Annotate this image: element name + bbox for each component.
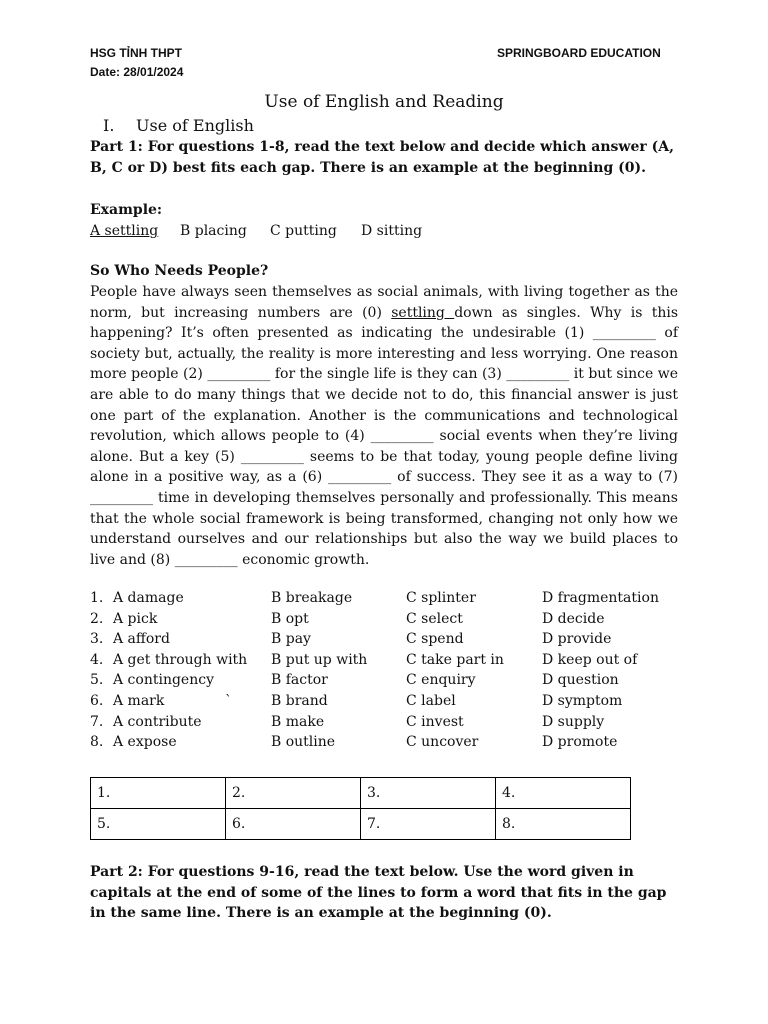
page-title: Use of English and Reading (264, 92, 504, 112)
passage-segment: for the single life is they can (3) (270, 366, 507, 383)
answer-table (90, 777, 631, 840)
option-a: A get through with (113, 651, 248, 668)
option-b: B outline (271, 734, 336, 751)
option-b: B put up with (271, 651, 368, 668)
passage-title: So Who Needs People? (90, 263, 269, 279)
passage-segment: social events when they’re living alone. But a key (5) (90, 428, 679, 465)
answer-cell[interactable]: 3. (361, 778, 496, 809)
passage-text (90, 282, 678, 570)
gap-5: _________ (240, 448, 304, 465)
option-b: B pay (271, 631, 311, 648)
example-option-c: C putting (270, 223, 337, 239)
section-label: Use of English (136, 116, 254, 135)
header-organization: SPRINGBOARD EDUCATION (497, 46, 661, 60)
example-options (90, 221, 678, 242)
gap-4: _________ (370, 428, 434, 445)
option-a: A contingency (113, 672, 214, 689)
option-a: A pick (113, 610, 158, 627)
gap-6: _________ (328, 469, 392, 486)
option-a: A afford (113, 631, 170, 648)
answer-cell[interactable]: 8. (496, 809, 631, 840)
question-number: 6. (90, 692, 104, 709)
option-c: C enquiry (406, 672, 476, 689)
question-number: 5. (90, 672, 104, 689)
option-a: A expose (113, 734, 177, 751)
gap-8: _________ (174, 551, 238, 568)
question-number: 2. (90, 610, 104, 627)
option-d: D keep out of (542, 651, 638, 668)
passage-segment: time in developing themselves personally and professionally. This means that the whole social framework is being transformed, changing not only how we understand ourselves and our relationships but also the way we build places to live and (8) (90, 489, 678, 568)
option-c: C splinter (406, 590, 476, 606)
part1-instructions: Part 1: For questions 1-8, read the text below and decide which answer (A, B, C or D) best fits each gap. There is an example at the beginning (0). (90, 139, 674, 176)
option-c: C take part in (406, 651, 504, 668)
example-option-b: B placing (180, 223, 247, 239)
table-row (91, 778, 631, 809)
option-c: C invest (406, 713, 464, 730)
gap-3: _________ (506, 366, 570, 383)
gap-7: _________ (90, 489, 153, 506)
option-d: D decide (542, 610, 605, 627)
passage-segment: seems to be that today, young people define living alone in a positive way, as a (6) (90, 448, 678, 486)
part2-instructions: Part 2: For questions 9-16, read the text below. Use the word given in capitals at the end of some of the lines to form a word that fits in the gap in the same line. There is an example at the beginning (0). (90, 864, 667, 922)
option-b: B opt (271, 610, 309, 627)
section-number: I. (103, 116, 115, 135)
answer-cell[interactable]: 4. (496, 778, 631, 809)
answer-cell[interactable]: 7. (361, 809, 496, 840)
passage-segment: of success. They see it as a way to (7) (391, 469, 678, 486)
passage-segment: People have always seen themselves as social animals, with living together as the norm, but increasing numbers are (0) (90, 284, 678, 321)
example-option-a: A settling (90, 223, 159, 239)
question-number: 4. (90, 651, 104, 668)
option-c: C select (406, 610, 463, 627)
answer-cell[interactable]: 2. (226, 778, 361, 809)
example-option-d: D sitting (361, 223, 423, 239)
answer-cell[interactable]: 5. (91, 809, 226, 840)
gap-2: _________ (207, 366, 271, 383)
option-b: B brand (271, 692, 328, 709)
option-b: B factor (271, 672, 328, 689)
option-d: D promote (542, 734, 618, 751)
option-a: A contribute (113, 713, 202, 730)
option-c: C uncover (406, 734, 479, 751)
answer-cell[interactable]: 1. (91, 778, 226, 809)
header-date: Date: 28/01/2024 (90, 65, 184, 79)
header-school: HSG TỈNH THPT (90, 46, 182, 60)
question-number: 7. (90, 713, 104, 730)
section-heading (103, 116, 254, 135)
gap-1: _________ (592, 325, 656, 342)
passage-segment: down as singles. Why is this happening? It’s often presented as indicating the undesirable (1) (90, 304, 678, 342)
option-b: B make (271, 713, 325, 730)
option-d: D provide (542, 631, 612, 648)
option-c: C spend (406, 631, 464, 648)
stray-mark: ` (225, 693, 232, 709)
option-d: D symptom (542, 692, 623, 709)
example-label: Example: (90, 202, 163, 218)
option-d: D fragmentation (542, 590, 659, 606)
option-c: C label (406, 692, 456, 709)
table-row (91, 809, 631, 840)
option-b: B breakage (271, 590, 353, 606)
example-answer: settling (391, 304, 455, 321)
passage-segment: of society but, actually, the reality is more interesting and less worrying. One reason more people (2) (90, 325, 679, 383)
option-a: A mark (113, 692, 165, 709)
passage-segment: economic growth. (237, 551, 370, 568)
question-number: 1. (90, 590, 104, 606)
option-d: D question (542, 672, 619, 689)
option-d: D supply (542, 713, 605, 730)
question-number: 8. (90, 734, 104, 751)
passage-segment: it but since we are able to do many things that we decide not to do, this financial answer is just one part of the explanation. Another is the communications and technological revolution, which allows people to (4) (90, 366, 678, 445)
option-a: A damage (113, 590, 184, 606)
question-number: 3. (90, 631, 104, 648)
answer-cell[interactable]: 6. (226, 809, 361, 840)
